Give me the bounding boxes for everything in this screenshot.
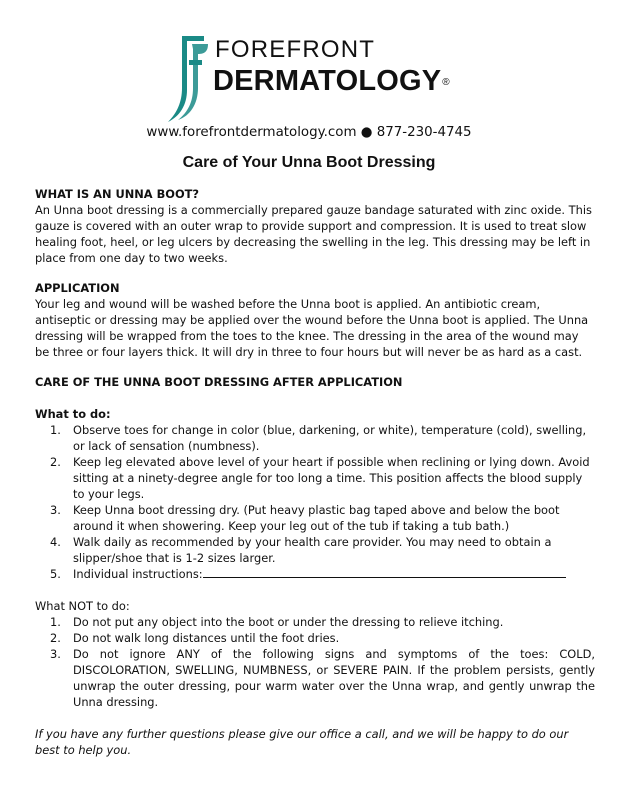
document-body [35,186,595,758]
list-item: 4. Walk daily as recommended by your health care provider. You may need to obtain a slipper/shoe that is 1-2 sizes larger. [50,535,552,565]
section-heading-application: APPLICATION [35,281,120,295]
list-item: 3. Do not ignore ANY of the following signs and symptoms of the toes: COLD, DISCOLORATION, SWELLING, NUMBNESS, or SEVERE PAIN. If the problem persists, gently unwrap the outer dressing, pour warm water over the Unna wrap, and gently unwrap the Unna dressing. [50,647,595,709]
nottodo-heading: What NOT to do: [35,599,130,613]
list-item: 1. Do not put any object into the boot or under the dressing to relieve itching. [50,615,504,629]
list-item: 2. Do not walk long distances until the foot dries. [50,631,340,645]
instructions-blank-line [203,566,566,578]
todo-heading: What to do: [35,407,111,421]
nottodo-list [35,614,595,710]
closing-note: If you have any further questions please give our office a call, and we will be happy to do our best to help you. [35,727,569,757]
logo-line-1: FOREFRONT [215,36,376,63]
page-title: Care of Your Unna Boot Dressing [182,154,436,171]
section-heading-care: CARE OF THE UNNA BOOT DRESSING AFTER APPLICATION [35,375,403,389]
list-item: 5. Individual instructions: [35,566,595,582]
logo-line-2: DERMATOLOGY® [213,65,450,97]
list-item: 1. Observe toes for change in color (blue, darkening, or white), temperature (cold), swelling, or lack of sensation (numbness). [50,423,587,453]
list-item: 3. Keep Unna boot dressing dry. (Put heavy plastic bag taped above and below the boot around it when showering. Keep your leg out of the tub if taking a tub bath.) [50,503,560,533]
section-body-what-is: An Unna boot dressing is a commercially prepared gauze bandage saturated with zinc oxide. This gauze is covered with an outer wrap to provide support and compression. It is used to treat slow healing foot, heel, or leg ulcers by decreasing the swelling in the leg. This dressing may be left in place from one day to two weeks. [35,203,592,265]
contact-line: www.forefrontdermatology.com ● 877-230-4745 [146,125,472,140]
section-body-application: Your leg and wound will be washed before the Unna boot is applied. An antibiotic cream, antiseptic or dressing may be applied over the wound before the Unna boot is applied. The Unna dressing will be wrapped from the toes to the knee. The dressing in the area of the wound may be three or four layers thick. It will dry in three to four hours but will never be as hard as a cast. [35,297,589,359]
registered-mark: ® [442,76,450,88]
todo-list [35,422,595,582]
list-item: 2. Keep leg elevated above level of your heart if possible when reclining or lying down. Avoid sitting at a ninety-degree angle for too long a time. This position affects the blood supply to your legs. [50,455,590,501]
section-heading-what-is: WHAT IS AN UNNA BOOT? [35,187,200,201]
